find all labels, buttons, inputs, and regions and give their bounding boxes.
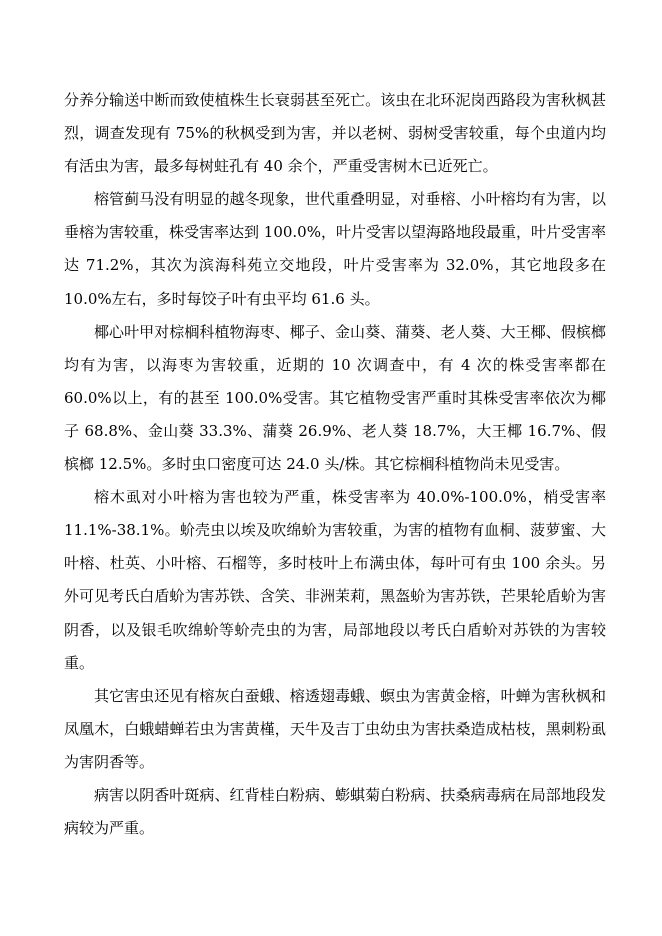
paragraph: 榕木虱对小叶榕为害也较为严重，株受害率为 40.0%-100.0%，梢受害率 11.1%-38.1%。蚧壳虫以埃及吹绵蚧为害较重，为害的植物有血桐、菠萝蜜、大叶榕、杜英、小叶榕、石榴等，多时枝叶上布满虫体，每叶可有虫 100 余头。另外可见考氏白盾蚧为害苏铁、含笑、非洲茉莉，黑盔蚧为害苏铁，芒果轮盾蚧为害阴香，以及银毛吹绵蚧等蚧壳虫的为害，局部地段以考氏白盾蚧对苏铁的为害较重。	[64, 488, 606, 672]
paragraph: 分养分输送中断而致使植株生长衰弱甚至死亡。该虫在北环泥岗西路段为害秋枫甚烈，调查发现有 75%的秋枫受到为害，并以老树、弱树受害较重，每个虫道内均有活虫为害，最多每树蛀孔有 40 余个，严重受害树木已近死亡。	[64, 91, 606, 176]
paragraph: 榕管蓟马没有明显的越冬现象，世代重叠明显，对垂榕、小叶榕均有为害，以垂榕为害较重，株受害率达到 100.0%，叶片受害以望海路地段最重，叶片受害率达 71.2%，其次为滨海科苑立交地段，叶片受害率为 32.0%，其它地段多在 10.0%左右，多时每饺子叶有虫平均 61.6 头。	[64, 190, 606, 308]
document-body	[64, 84, 606, 845]
paragraph: 病害以阴香叶斑病、红背桂白粉病、蟛蜞菊白粉病、扶桑病毒病在局部地段发病较为严重。	[64, 785, 606, 838]
paragraph: 椰心叶甲对棕榈科植物海枣、椰子、金山葵、蒲葵、老人葵、大王椰、假槟榔均有为害，以海枣为害较重，近期的 10 次调查中，有 4 次的株受害率都在 60.0%以上，有的甚至 100.0%受害。其它植物受害严重时其株受害率依次为椰子 68.8%、金山葵 33.3%、蒲葵 26.9%、老人葵 18.7%，大王椰 16.7%、假槟榔 12.5%。多时虫口密度可达 24.0 头/株。其它棕榈科植物尚未见受害。	[64, 322, 606, 474]
paragraph: 其它害虫还见有榕灰白蚕蛾、榕透翅毒蛾、螟虫为害黄金榕，叶蝉为害秋枫和凤凰木，白蛾蜡蝉若虫为害黄槿，天牛及吉丁虫幼虫为害扶桑造成枯枝，黑刺粉虱为害阴香等。	[64, 686, 606, 771]
